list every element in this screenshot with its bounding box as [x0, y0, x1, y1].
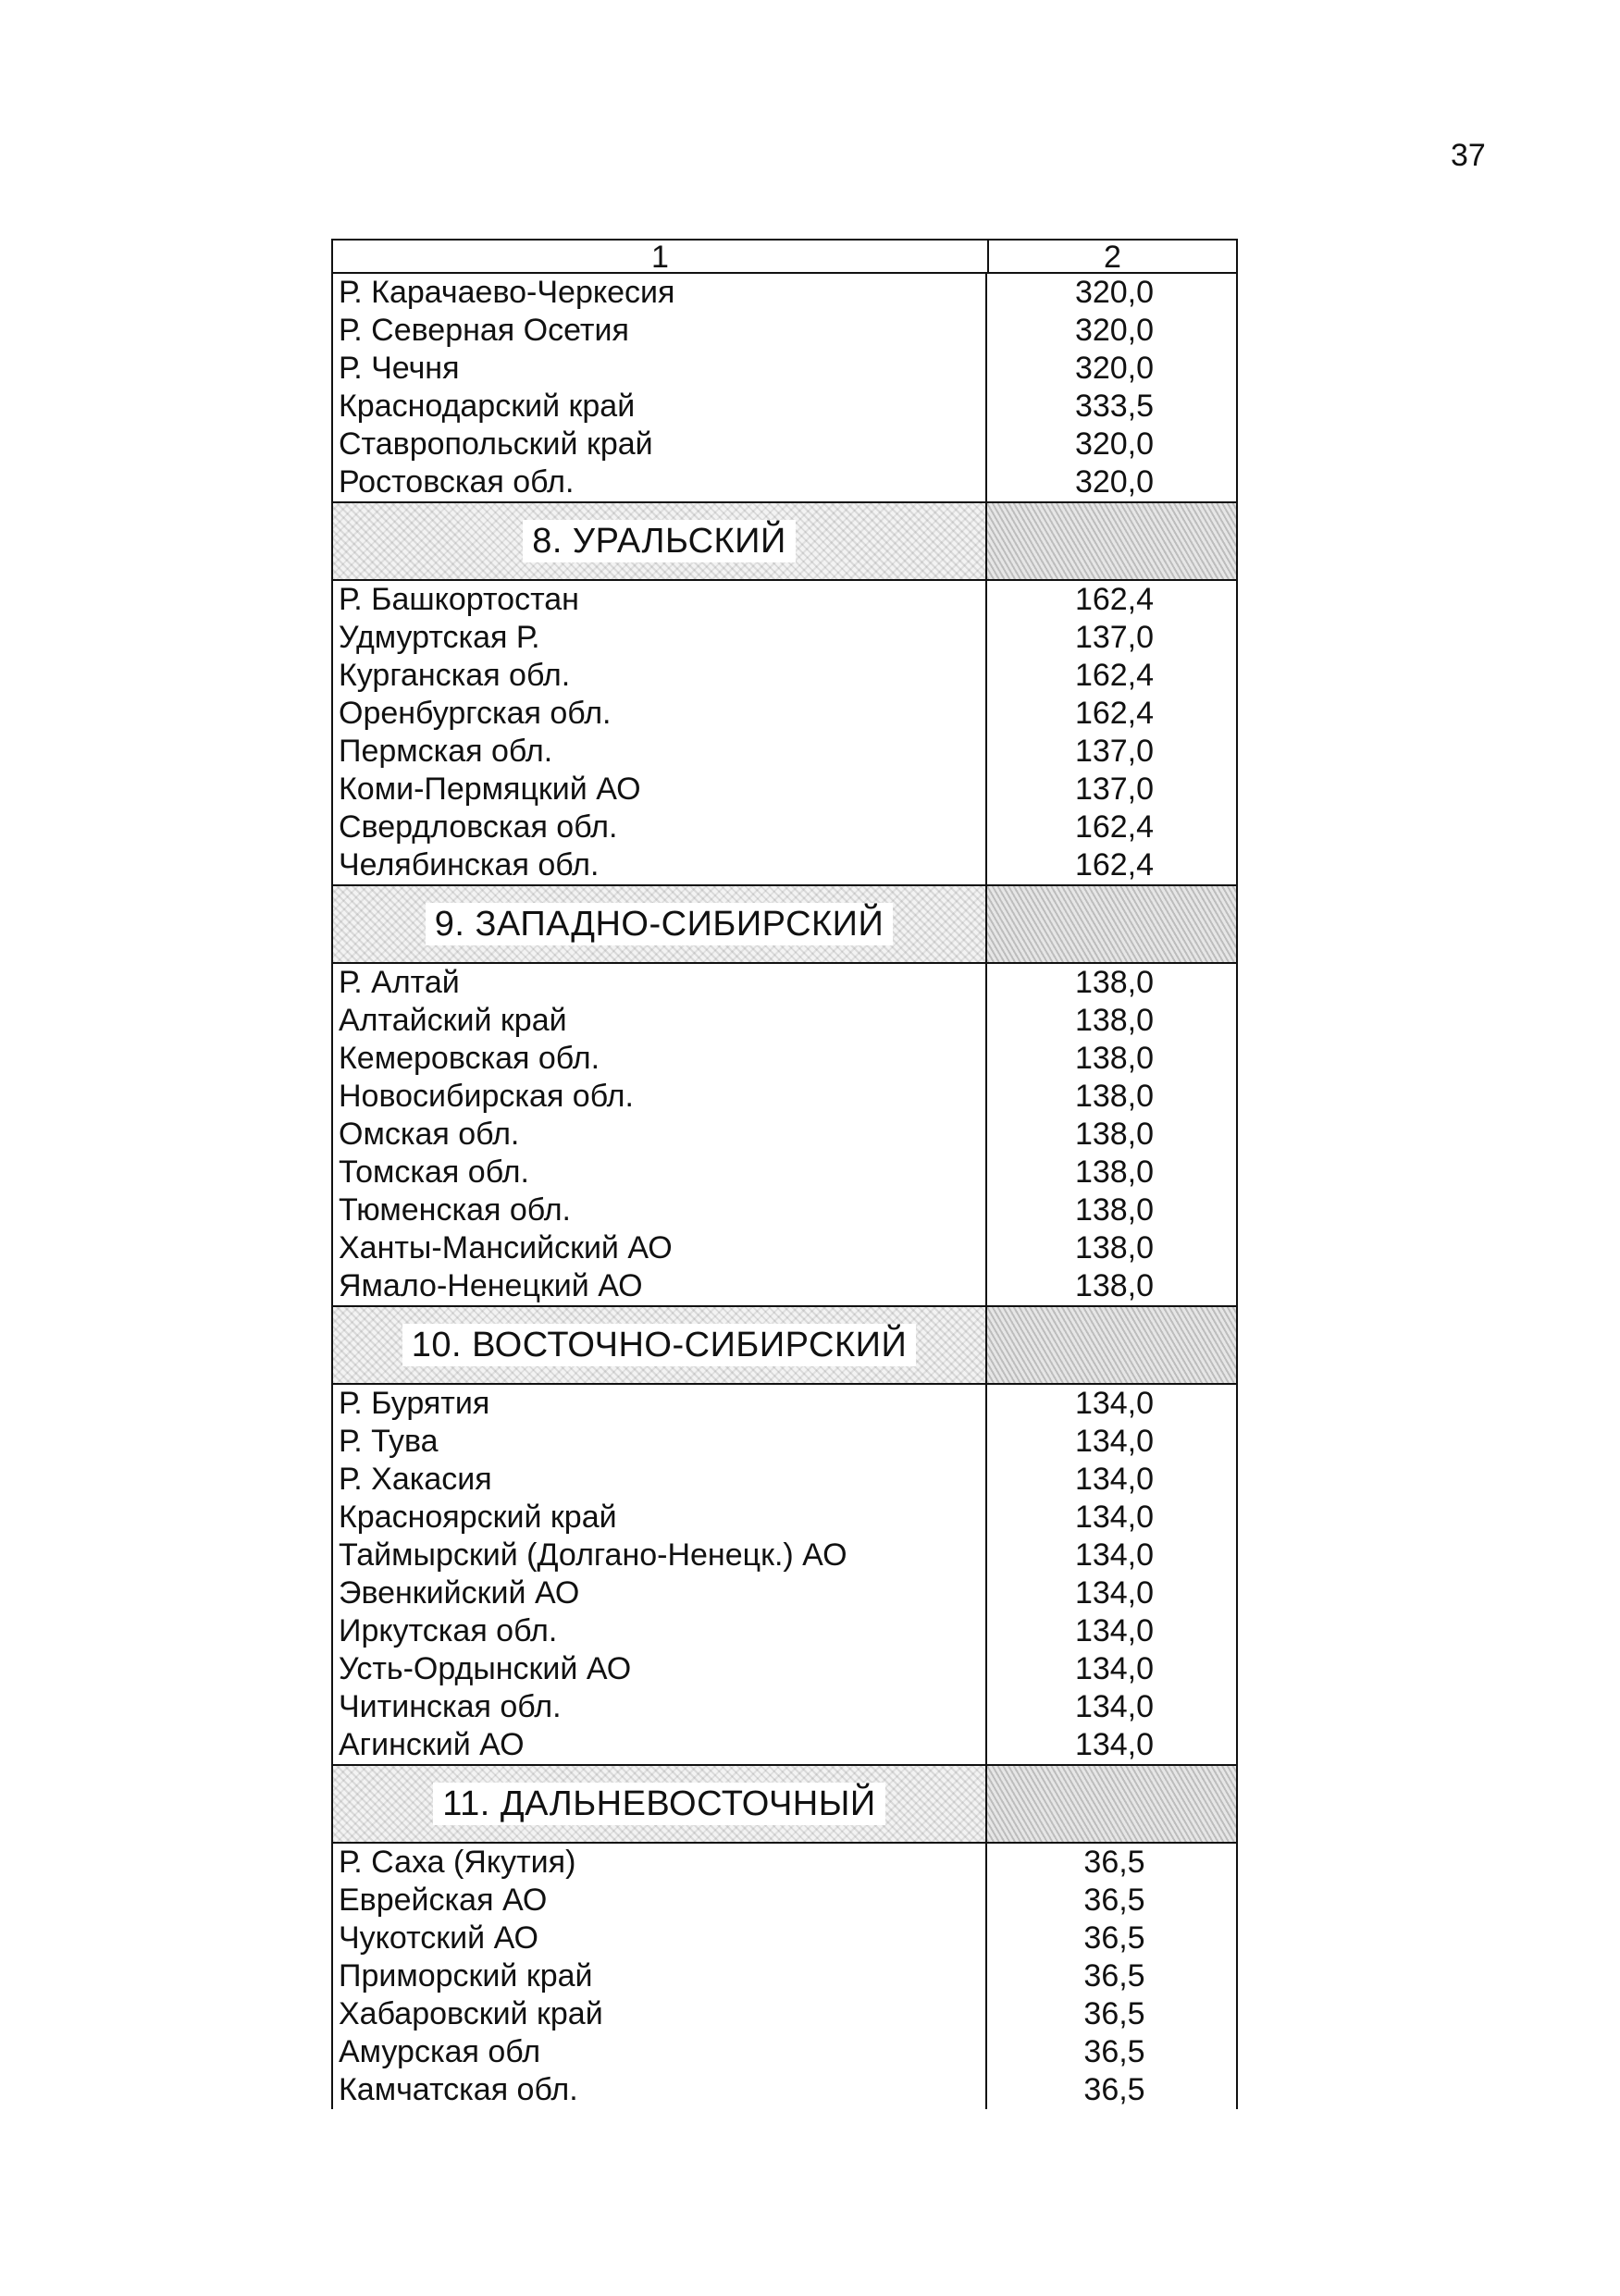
region-value: 134,0 — [1074, 1727, 1155, 1762]
region-group — [331, 1844, 1238, 2109]
region-group — [331, 964, 1238, 1307]
region-name: Омская обл. — [339, 1117, 520, 1152]
region-name: Р. Бурятия — [339, 1386, 490, 1421]
region-value: 36,5 — [1083, 1996, 1145, 2031]
region-value: 134,0 — [1074, 1575, 1155, 1611]
region-name: Удмуртская Р. — [339, 620, 540, 655]
region-name: Агинский АО — [339, 1727, 525, 1762]
region-value: 320,0 — [1074, 351, 1155, 386]
region-name: Амурская обл — [339, 2034, 541, 2069]
section-shaded-cell — [987, 503, 1236, 579]
region-value: 138,0 — [1074, 1192, 1155, 1228]
region-name: Р. Северная Осетия — [339, 313, 629, 348]
region-name: Свердловская обл. — [339, 809, 618, 845]
region-value: 162,4 — [1074, 582, 1155, 617]
region-name: Челябинская обл. — [339, 847, 600, 883]
region-name-column — [333, 1844, 987, 2109]
region-name: Эвенкийский АО — [339, 1575, 580, 1611]
region-name: Р. Тува — [339, 1424, 439, 1459]
region-name: Новосибирская обл. — [339, 1079, 634, 1114]
region-value: 134,0 — [1074, 1386, 1155, 1421]
region-name: Тюменская обл. — [339, 1192, 571, 1228]
region-name: Коми-Пермяцкий АО — [339, 772, 641, 807]
region-name: Р. Чечня — [339, 351, 460, 386]
region-name: Ямало-Ненецкий АО — [339, 1268, 643, 1303]
region-value: 36,5 — [1083, 1920, 1145, 1956]
region-value: 36,5 — [1083, 2072, 1145, 2107]
region-value: 134,0 — [1074, 1537, 1155, 1573]
region-group — [331, 581, 1238, 886]
region-name-column — [333, 581, 987, 884]
region-group — [331, 274, 1238, 503]
region-value: 320,0 — [1074, 275, 1155, 310]
header-col-1: 1 — [333, 241, 989, 272]
region-value: 138,0 — [1074, 965, 1155, 1000]
region-value: 138,0 — [1074, 1003, 1155, 1038]
table-header-row — [331, 239, 1238, 274]
region-value: 137,0 — [1074, 772, 1155, 807]
region-name: Хабаровский край — [339, 1996, 603, 2031]
region-name: Курганская обл. — [339, 658, 571, 693]
region-name-column — [333, 1385, 987, 1764]
region-value: 162,4 — [1074, 847, 1155, 883]
section-title: 8. УРАЛЬСКИЙ — [523, 520, 796, 562]
table-body — [331, 274, 1238, 2109]
region-value: 134,0 — [1074, 1689, 1155, 1724]
region-name: Томская обл. — [339, 1154, 529, 1190]
region-value: 138,0 — [1074, 1117, 1155, 1152]
region-value-column — [987, 581, 1236, 884]
section-shaded-cell — [987, 1766, 1236, 1842]
region-value: 134,0 — [1074, 1500, 1155, 1535]
region-name: Чукотский АО — [339, 1920, 538, 1956]
section-header-row — [331, 1307, 1238, 1385]
region-name-column — [333, 964, 987, 1305]
region-value: 162,4 — [1074, 696, 1155, 731]
region-value: 137,0 — [1074, 620, 1155, 655]
region-value-column — [987, 274, 1236, 501]
region-name: Р. Саха (Якутия) — [339, 1845, 576, 1880]
region-name: Красноярский край — [339, 1500, 617, 1535]
region-value: 36,5 — [1083, 1958, 1145, 1994]
region-value: 333,5 — [1074, 389, 1155, 424]
regions-table — [331, 239, 1238, 2109]
region-name: Таймырский (Долгано-Ненецк.) АО — [339, 1537, 847, 1573]
region-name: Р. Хакасия — [339, 1462, 492, 1497]
region-value: 134,0 — [1074, 1651, 1155, 1686]
region-name: Читинская обл. — [339, 1689, 562, 1724]
region-value: 138,0 — [1074, 1154, 1155, 1190]
region-value-column — [987, 964, 1236, 1305]
section-title: 11. ДАЛЬНЕВОСТОЧНЫЙ — [433, 1783, 884, 1825]
region-value: 134,0 — [1074, 1613, 1155, 1648]
section-shaded-cell — [987, 1307, 1236, 1383]
region-name: Приморский край — [339, 1958, 593, 1994]
region-value: 162,4 — [1074, 658, 1155, 693]
region-value: 320,0 — [1074, 464, 1155, 500]
region-value: 36,5 — [1083, 1845, 1145, 1880]
region-name-column — [333, 274, 987, 501]
region-name: Алтайский край — [339, 1003, 567, 1038]
region-name: Ставропольский край — [339, 426, 653, 462]
region-value: 162,4 — [1074, 809, 1155, 845]
region-name: Ростовская обл. — [339, 464, 575, 500]
region-value: 320,0 — [1074, 313, 1155, 348]
page-number: 37 — [1451, 138, 1486, 173]
region-value: 134,0 — [1074, 1424, 1155, 1459]
region-name: Иркутская обл. — [339, 1613, 558, 1648]
region-value: 137,0 — [1074, 734, 1155, 769]
region-name: Краснодарский край — [339, 389, 636, 424]
region-value: 138,0 — [1074, 1041, 1155, 1076]
section-title-cell — [333, 503, 987, 579]
region-name: Р. Алтай — [339, 965, 460, 1000]
region-name: Оренбургская обл. — [339, 696, 612, 731]
region-name: Еврейская АО — [339, 1882, 548, 1918]
region-value: 36,5 — [1083, 2034, 1145, 2069]
region-name: Р. Башкортостан — [339, 582, 579, 617]
region-name: Пермская обл. — [339, 734, 553, 769]
region-value: 36,5 — [1083, 1882, 1145, 1918]
region-value: 320,0 — [1074, 426, 1155, 462]
section-title-cell — [333, 1307, 987, 1383]
region-value: 134,0 — [1074, 1462, 1155, 1497]
region-group — [331, 1385, 1238, 1766]
section-header-row — [331, 503, 1238, 581]
region-name: Р. Карачаево-Черкесия — [339, 275, 675, 310]
region-name: Кемеровская обл. — [339, 1041, 600, 1076]
section-shaded-cell — [987, 886, 1236, 962]
region-value: 138,0 — [1074, 1268, 1155, 1303]
section-title: 9. ЗАПАДНО-СИБИРСКИЙ — [426, 903, 894, 945]
region-name: Усть-Ордынский АО — [339, 1651, 632, 1686]
section-header-row — [331, 886, 1238, 964]
section-title: 10. ВОСТОЧНО-СИБИРСКИЙ — [402, 1324, 917, 1366]
section-title-cell — [333, 886, 987, 962]
region-value-column — [987, 1385, 1236, 1764]
header-col-2: 2 — [1104, 240, 1121, 275]
region-value: 138,0 — [1074, 1230, 1155, 1265]
section-title-cell — [333, 1766, 987, 1842]
region-name: Камчатская обл. — [339, 2072, 578, 2107]
region-name: Ханты-Мансийский АО — [339, 1230, 673, 1265]
region-value-column — [987, 1844, 1236, 2109]
section-header-row — [331, 1766, 1238, 1844]
region-value: 138,0 — [1074, 1079, 1155, 1114]
